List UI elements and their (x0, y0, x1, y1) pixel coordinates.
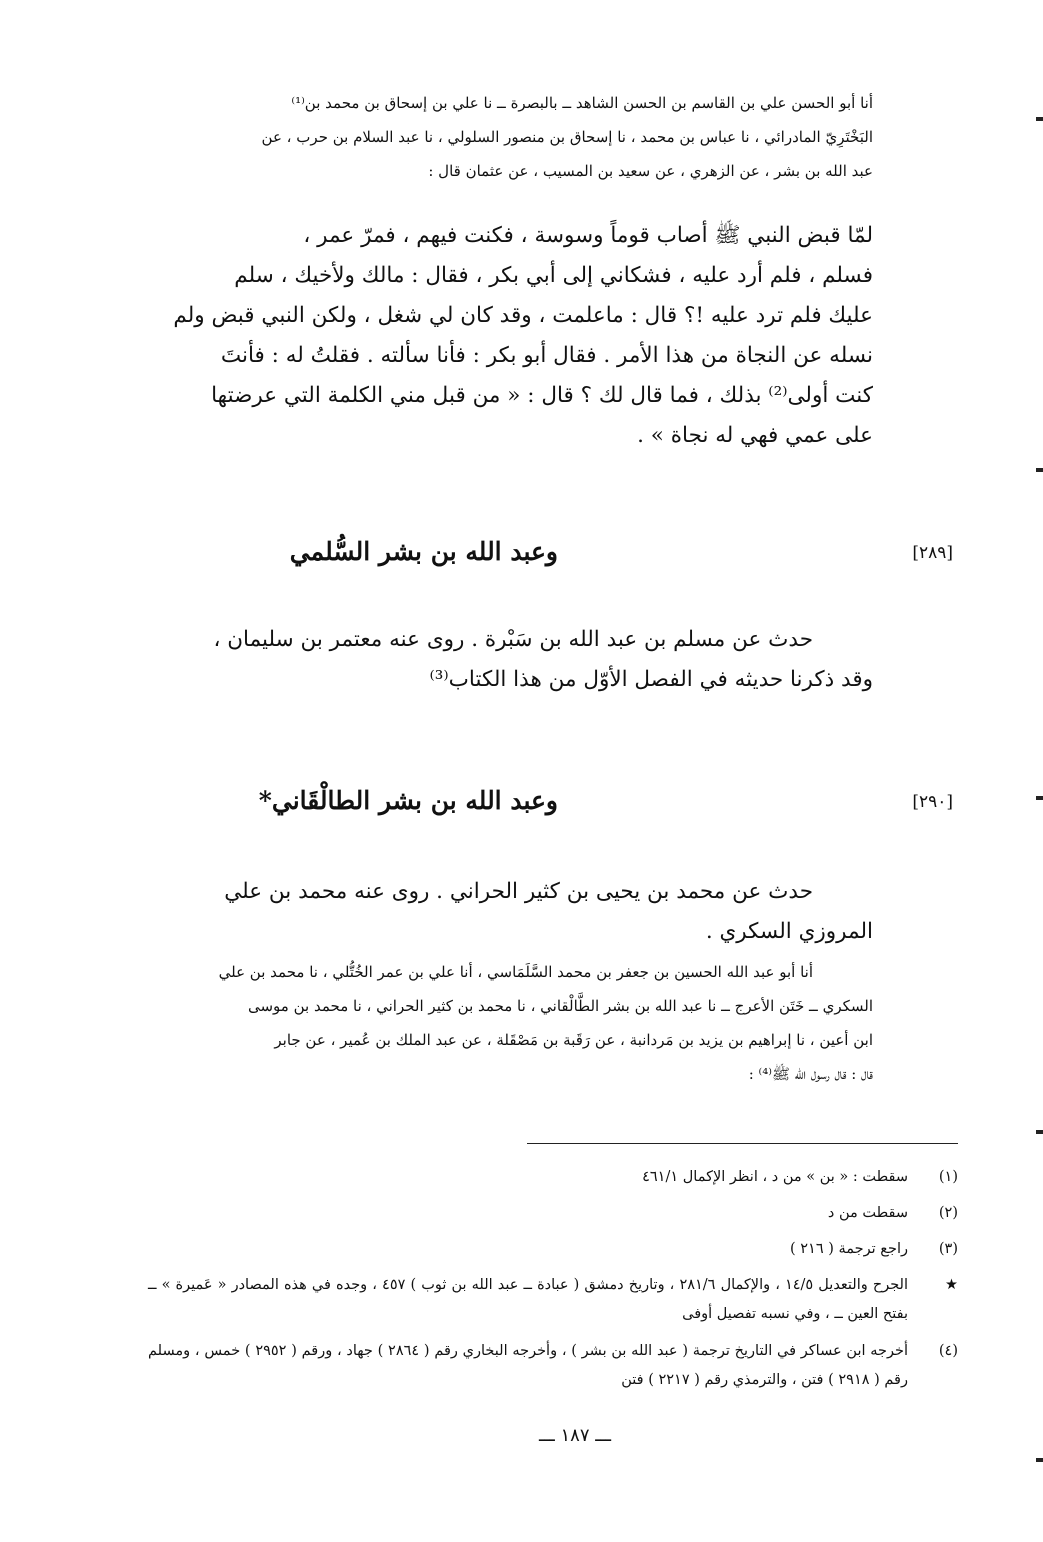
matn-line: نسله عن النجاة من هذا الأمر . فقال أبو بكر : فأنا سألته . فقلتُ له : فأنتَ (220, 343, 873, 368)
scan-edge-mark (1036, 1130, 1043, 1134)
scan-edge-mark (1036, 468, 1043, 472)
isnad-line: عبد الله بن بشر ، عن الزهري ، عن سعيد بن المسيب ، عن عثمان قال : (428, 162, 873, 180)
entry-number: [٢٩٠] (912, 792, 953, 812)
isnad-line: قال : قال رسول الله ﷺ⁽⁴⁾ : (748, 1065, 873, 1083)
footnote-text: سقطت من د (827, 1205, 908, 1221)
footnote-mark: (١) (938, 1169, 958, 1185)
footnote-separator (527, 1143, 958, 1144)
footnote-text: الجرح والتعديل ١٤/٥ ، والإكمال ٢٨١/٦ ، وتاريخ دمشق ( عبادة ــ عبد الله بن ثوب ) ٤٥٧ ، وجده في هذه المصادر « عَميرة » ــ بفتح العين ــ ، وفي نسبه تفصيل أوفى (148, 1277, 909, 1322)
scan-edge-mark (1036, 117, 1043, 121)
body-line: حدث عن مسلم بن عبد الله بن سَبْرة . روى عنه معتمر بن سليمان ، (213, 627, 813, 652)
entry-heading-290 (87, 786, 953, 826)
entry-number: [٢٨٩] (912, 543, 953, 563)
isnad-line: البَخْتَرِيّ المادرائي ، نا عباس بن محمد ، نا إسحاق بن منصور السلولي ، نا عبد السلام بن حرب ، عن (261, 128, 873, 146)
matn-line: لمّا قبض النبي ﷺ أصاب قوماً وسوسة ، فكنت فيهم ، فمرّ عمر ، (303, 223, 873, 248)
footnote-text: أخرجه ابن عساكر في التاريخ ترجمة ( عبد الله بن بشر ) ، وأخرجه البخاري رقم ( ٢٨٦٤ ) جهاد ، ورقم ( ٢٩٥٢ ) خمس ، ومسلم رقم ( ٢٩١٨ ) فتن ، والترمذي رقم ( ٢٢١٧ ) فتن (148, 1343, 908, 1388)
body-line: وقد ذكرنا حديثه في الفصل الأوّل من هذا الكتاب⁽³⁾ (429, 667, 873, 692)
isnad-line: أنا أبو الحسن علي بن القاسم بن الحسن الشاهد ــ بالبصرة ــ نا علي بن إسحاق بن محمد بن⁽¹⁾ (291, 94, 873, 112)
matn-line: على عمي فهي له نجاة » . (637, 423, 873, 448)
entry-290-isnad (158, 955, 873, 1091)
continuation-isnad (158, 86, 873, 188)
isnad-line: أنا أبو عبد الله الحسين بن جعفر بن محمد السَّلَمَاسي ، أنا علي بن عمر الخُتُّلي ، نا محمد بن علي (218, 963, 813, 981)
entry-289-body (158, 620, 873, 700)
isnad-line: ابن أعين ، نا إبراهيم بن يزيد بن مَردانبة ، عن رَقَبة بن مَصْقَلة ، عن عبد الملك بن عُمير ، عن جابر (274, 1031, 873, 1049)
scan-edge-mark (1036, 1458, 1043, 1462)
continuation-matn (158, 216, 873, 456)
footnote-text: راجع ترجمة ( ٢١٦ ) (789, 1241, 908, 1257)
scan-edge-mark (1036, 796, 1043, 800)
footnote-mark: (٢) (938, 1205, 958, 1221)
footnote-mark: ★ (945, 1277, 958, 1293)
entry-title: وعبد الله بن بشر السُّلمي (289, 537, 558, 566)
isnad-line: السكري ــ خَتَن الأعرج ــ نا عبد الله بن بشر الطَّالْقاني ، نا محمد بن كثير الحراني ، نا محمد بن موسى (247, 997, 873, 1015)
footnote-mark: (٣) (938, 1241, 958, 1257)
body-line: حدث عن محمد بن يحيى بن كثير الحراني . روى عنه محمد بن علي (224, 879, 813, 904)
entry-290-body (158, 872, 873, 952)
matn-line: عليك فلم ترد عليه !؟ قال : ماعلمت ، وقد كان لي شغل ، ولكن النبي قبض ولم (173, 303, 873, 328)
matn-line: كنت أولى⁽²⁾ بذلك ، فما قال لك ؟ قال : « من قبل مني الكلمة التي عرضتها (211, 383, 873, 408)
matn-line: فسلم ، فلم أرد عليه ، فشكاني إلى أبي بكر ، فقال : مالك ولأخيك ، سلم (234, 263, 873, 288)
entry-title: وعبد الله بن بشر الطالْقَاني* (258, 786, 558, 815)
entry-heading-289 (87, 537, 953, 577)
footnote-mark: (٤) (938, 1343, 958, 1359)
footnote-text: سقطت : « بن » من د ، انظر الإكمال ٤٦١/١ (642, 1169, 908, 1185)
page-number: ـــ ١٨٧ ـــ (538, 1425, 612, 1446)
body-line: المروزي السكري . (705, 919, 873, 944)
